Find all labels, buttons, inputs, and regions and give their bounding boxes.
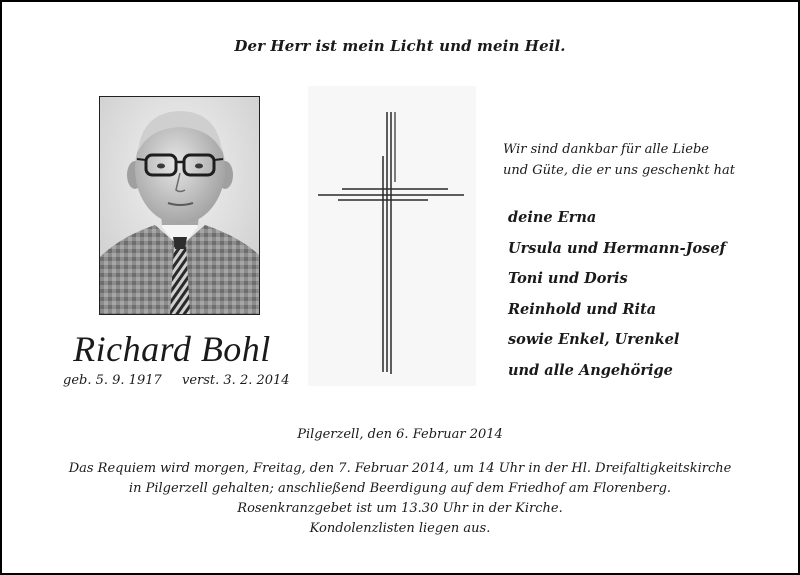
detail-line: Rosenkranzgebet ist um 13.30 Uhr in der Kirche. xyxy=(237,501,563,516)
family-list xyxy=(508,203,726,386)
thanks-line: und Güte, die er uns geschenkt hat xyxy=(503,163,736,178)
thanks-line: Wir sind dankbar für alle Liebe xyxy=(503,142,709,157)
family-member: Ursula und Hermann-Josef xyxy=(508,239,726,257)
cross-panel xyxy=(308,86,476,386)
detail-line: Das Requiem wird morgen, Freitag, den 7. Februar 2014, um 14 Uhr in der Hl. Dreifaltigkeitskirche xyxy=(68,461,732,476)
family-member: Reinhold und Rita xyxy=(508,300,657,318)
place-date: Pilgerzell, den 6. Februar 2014 xyxy=(297,427,503,442)
family-member: Toni und Doris xyxy=(508,270,628,287)
family-member: deine Erna xyxy=(508,209,597,226)
death-date: verst. 3. 2. 2014 xyxy=(182,373,290,388)
cross-icon xyxy=(308,86,476,386)
motto: Der Herr ist mein Licht und mein Heil. xyxy=(234,37,566,55)
thanks-text xyxy=(503,139,735,181)
family-member: und alle Angehörige xyxy=(508,361,673,379)
service-details xyxy=(2,459,798,539)
family-member: sowie Enkel, Urenkel xyxy=(508,331,680,348)
deceased-name: Richard Bohl xyxy=(73,329,271,369)
portrait-illustration xyxy=(100,97,259,314)
portrait-photo xyxy=(99,96,260,315)
birth-date: geb. 5. 9. 1917 xyxy=(63,373,162,388)
detail-line: in Pilgerzell gehalten; anschließend Beerdigung auf dem Friedhof am Florenberg. xyxy=(128,481,672,496)
detail-line: Kondolenzlisten liegen aus. xyxy=(309,521,491,536)
